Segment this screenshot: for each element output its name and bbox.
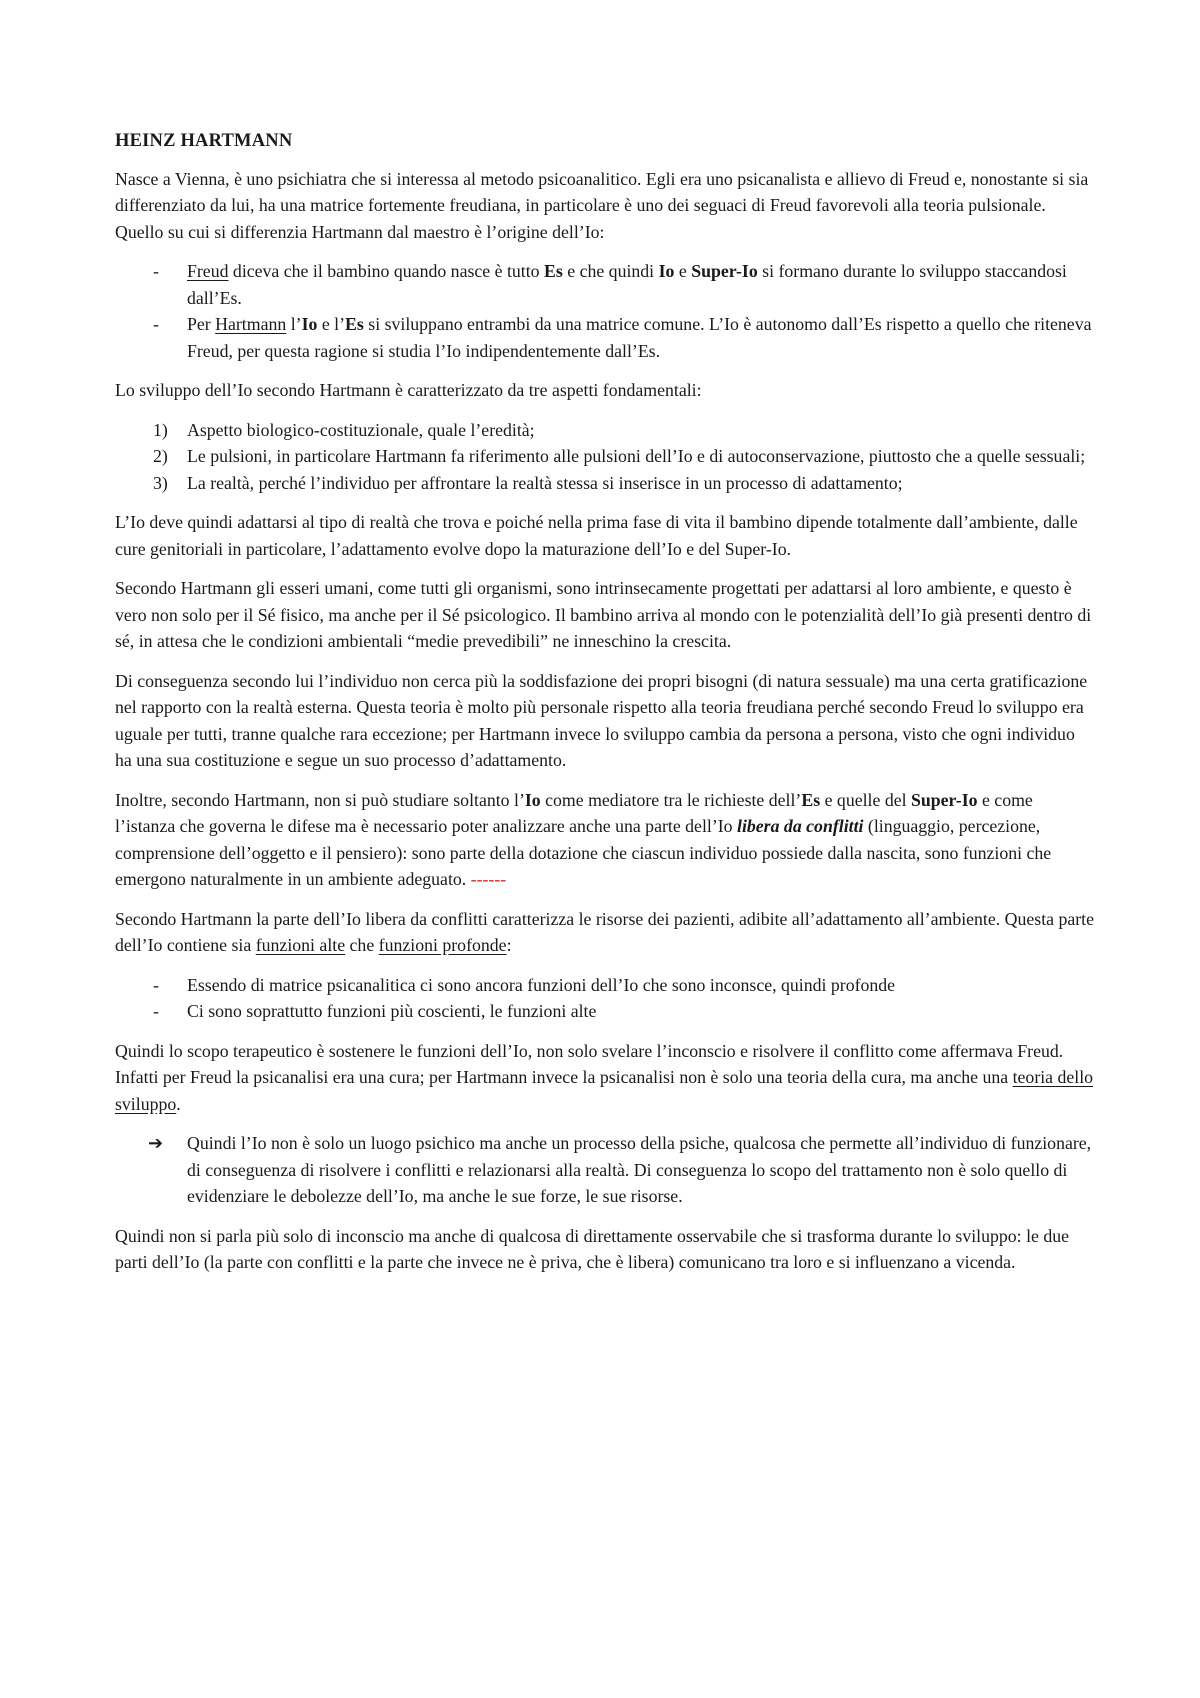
text-run: Lo sviluppo dell’Io secondo Hartmann è caratterizzato da tre aspetti fondamentali: xyxy=(115,380,702,400)
text-run: come mediatore tra le richieste dell’ xyxy=(540,789,802,810)
bold-term: Super-Io xyxy=(910,789,978,810)
text-run: Quindi non si parla più solo di inconscio ma anche di qualcosa di direttamente osservabile che si trasforma durante lo sviluppo: le due parti dell’Io (la parte con conflitti e la parte che invece ne è priva, che è libera) comunicano tra loro e si influenzano a vicenda. xyxy=(115,1225,1070,1272)
underlined-term: funzioni profonde xyxy=(378,935,507,955)
text-run: Ci sono soprattutto funzioni più coscienti, le funzioni alte xyxy=(187,1001,597,1021)
paragraph xyxy=(115,509,1095,562)
paragraph xyxy=(115,1038,1095,1118)
list-item xyxy=(115,1130,1095,1210)
text-run: (linguaggio, percezione, comprensione dell’oggetto e il pensiero): sono parte della dotazione che ciascun individuo possiede dalla nascita, sono funzioni che emergono naturalmente in un ambiente adeguato. xyxy=(115,816,1052,889)
text-run: Quindi lo scopo terapeutico è sostenere le funzioni dell’Io, non solo svelare l’inconscio e risolvere il conflitto come affermava Freud. Infatti per Freud la psicanalisi era una cura; per Hartmann invece la psicanalisi non è solo una teoria della cura, ma anche una xyxy=(115,1040,1064,1087)
list xyxy=(115,972,1095,1025)
list-marker: - xyxy=(153,314,159,334)
bold-term: Io xyxy=(301,314,318,334)
list-item-text xyxy=(187,420,535,440)
list xyxy=(115,1130,1095,1210)
text-run: Di conseguenza secondo lui l’individuo non cerca più la soddisfazione dei propri bisogni (di natura sessuale) ma una certa gratificazione nel rapporto con la realtà esterna. Questa teoria è molto più personale rispetto alla teoria freudiana perché secondo Freud lo sviluppo era uguale per tutti, tranne qualche rara eccezione; per Hartmann invece lo sviluppo cambia da persona a persona, visto che ogni individuo ha una sua costituzione e segue un suo processo d’adattamento. xyxy=(115,670,1088,770)
text-run: che xyxy=(345,935,379,955)
list-marker: - xyxy=(153,974,159,995)
bold-term: Super-Io xyxy=(691,261,758,281)
paragraph xyxy=(115,668,1095,774)
paragraph xyxy=(115,166,1095,246)
paragraph xyxy=(115,906,1095,959)
text-run: : xyxy=(506,935,512,955)
list-marker: 3) xyxy=(153,472,168,493)
text-run: L’Io deve quindi adattarsi al tipo di realtà che trova e poiché nella prima fase di vita il bambino dipende totalmente dall’ambiente, dalle cure genitoriali in particolare, l’adattamento evolve dopo la maturazione dell’Io e del Super-Io. xyxy=(115,512,1078,559)
text-run: e xyxy=(674,261,692,281)
text-run: La realtà, perché l’individuo per affrontare la realtà stessa si inserisce in un processo di adattamento; xyxy=(187,472,903,493)
text-run: . xyxy=(176,1093,181,1114)
list-item xyxy=(115,443,1095,470)
list-item-text xyxy=(187,314,1092,361)
list-item xyxy=(115,311,1095,364)
paragraph xyxy=(115,377,1095,404)
list-marker: 2) xyxy=(153,446,168,466)
text-run: Quindi l’Io non è solo un luogo psichico ma anche un processo della psiche, qualcosa che permette all’individuo di funzionare, di conseguenza di risolvere i conflitti e relazionarsi alla realtà. Di conseguenza lo scopo del trattamento non è solo quello di evidenziare le debolezze dell’Io, ma anche le sue forze, le sue risorse. xyxy=(187,1133,1092,1206)
text-run: Inoltre, secondo Hartmann, non si può studiare soltanto l’ xyxy=(115,789,525,810)
list-item xyxy=(115,470,1095,497)
list-item-text xyxy=(187,1133,1091,1206)
text-run: e che quindi xyxy=(562,261,659,281)
text-run: Per xyxy=(187,314,216,334)
list-item xyxy=(115,972,1095,999)
list xyxy=(115,258,1095,364)
text-run: si sviluppano entrambi da una matrice comune. L’Io è autonomo dall’Es rispetto a quello che riteneva Freud, per questa ragione si studia l’Io indipendentemente dall’Es. xyxy=(187,314,1092,361)
list xyxy=(115,417,1095,497)
list-item-text xyxy=(187,975,895,995)
list-item-text xyxy=(187,473,903,493)
list-item-text xyxy=(187,446,1085,466)
document-title: HEINZ HARTMANN xyxy=(115,131,293,151)
list-item-text xyxy=(187,1001,596,1021)
underlined-term: funzioni alte xyxy=(255,935,346,955)
text-run: Le pulsioni, in particolare Hartmann fa riferimento alle pulsioni dell’Io e di autoconservazione, piuttosto che a quelle sessuali; xyxy=(187,446,1086,466)
bold-italic-term: libera da conflitti xyxy=(737,816,864,836)
bold-term: Es xyxy=(801,789,821,810)
text-run: l’ xyxy=(286,314,302,334)
red-dash-mark: ------ xyxy=(470,869,507,889)
list-marker: - xyxy=(153,1001,159,1021)
text-run: Nasce a Vienna, è uno psichiatra che si interessa al metodo psicoanalitico. Egli era uno psicanalista e allievo di Freud e, nonostante si sia differenziato da lui, ha una matrice fortemente freudiana, in particolare è uno dei seguaci di Freud favorevoli alla teoria pulsionale. Quello su cui si differenzia Hartmann dal maestro è l’origine dell’Io: xyxy=(115,168,1089,242)
paragraph xyxy=(115,1223,1095,1276)
document-page xyxy=(115,128,1095,1289)
text-run: e come l’istanza che governa le difese ma è necessario poter analizzare anche una parte dell’Io xyxy=(115,789,1033,836)
paragraph xyxy=(115,575,1095,655)
text-run: Secondo Hartmann gli esseri umani, come tutti gli organismi, sono intrinsecamente progettati per adattarsi al loro ambiente, e questo è vero non solo per il Sé fisico, ma anche per il Sé psicologico. Il bambino arriva al mondo con le potenzialità dell’Io già presenti dentro di sé, in attesa che le condizioni ambientali “medie prevedibili” ne inneschino la crescita. xyxy=(115,578,1092,651)
underlined-term: teoria dello sviluppo xyxy=(115,1067,1094,1114)
text-run: e quelle del xyxy=(820,789,911,810)
text-run: Aspetto biologico-costituzionale, quale l’eredità; xyxy=(187,419,535,440)
list-item xyxy=(115,998,1095,1025)
text-run: si formano durante lo sviluppo staccandosi dall’Es. xyxy=(187,261,1067,308)
text-run: diceva che il bambino quando nasce è tutto xyxy=(228,261,544,281)
bold-term: Io xyxy=(524,789,541,810)
list-item xyxy=(115,258,1095,311)
underlined-term: Hartmann xyxy=(215,314,287,334)
text-run: e l’ xyxy=(317,314,346,334)
bold-term: Io xyxy=(658,261,675,281)
list-marker: - xyxy=(153,261,159,281)
list-item-text xyxy=(187,261,1067,308)
underlined-term: Freud xyxy=(187,261,229,281)
text-run: Secondo Hartmann la parte dell’Io libera da conflitti caratterizza le risorse dei pazienti, adibite all’adattamento all’ambiente. Questa parte dell’Io contiene sia xyxy=(115,908,1095,955)
bold-term: Es xyxy=(345,314,364,334)
list-marker: 1) xyxy=(153,419,168,440)
list-item xyxy=(115,417,1095,444)
arrow-bullet-icon: ➔ xyxy=(148,1133,163,1153)
bold-term: Es xyxy=(544,261,563,281)
document-body xyxy=(115,166,1095,1276)
text-run: Essendo di matrice psicanalitica ci sono ancora funzioni dell’Io che sono inconsce, quindi profonde xyxy=(187,974,896,995)
paragraph xyxy=(115,787,1095,893)
